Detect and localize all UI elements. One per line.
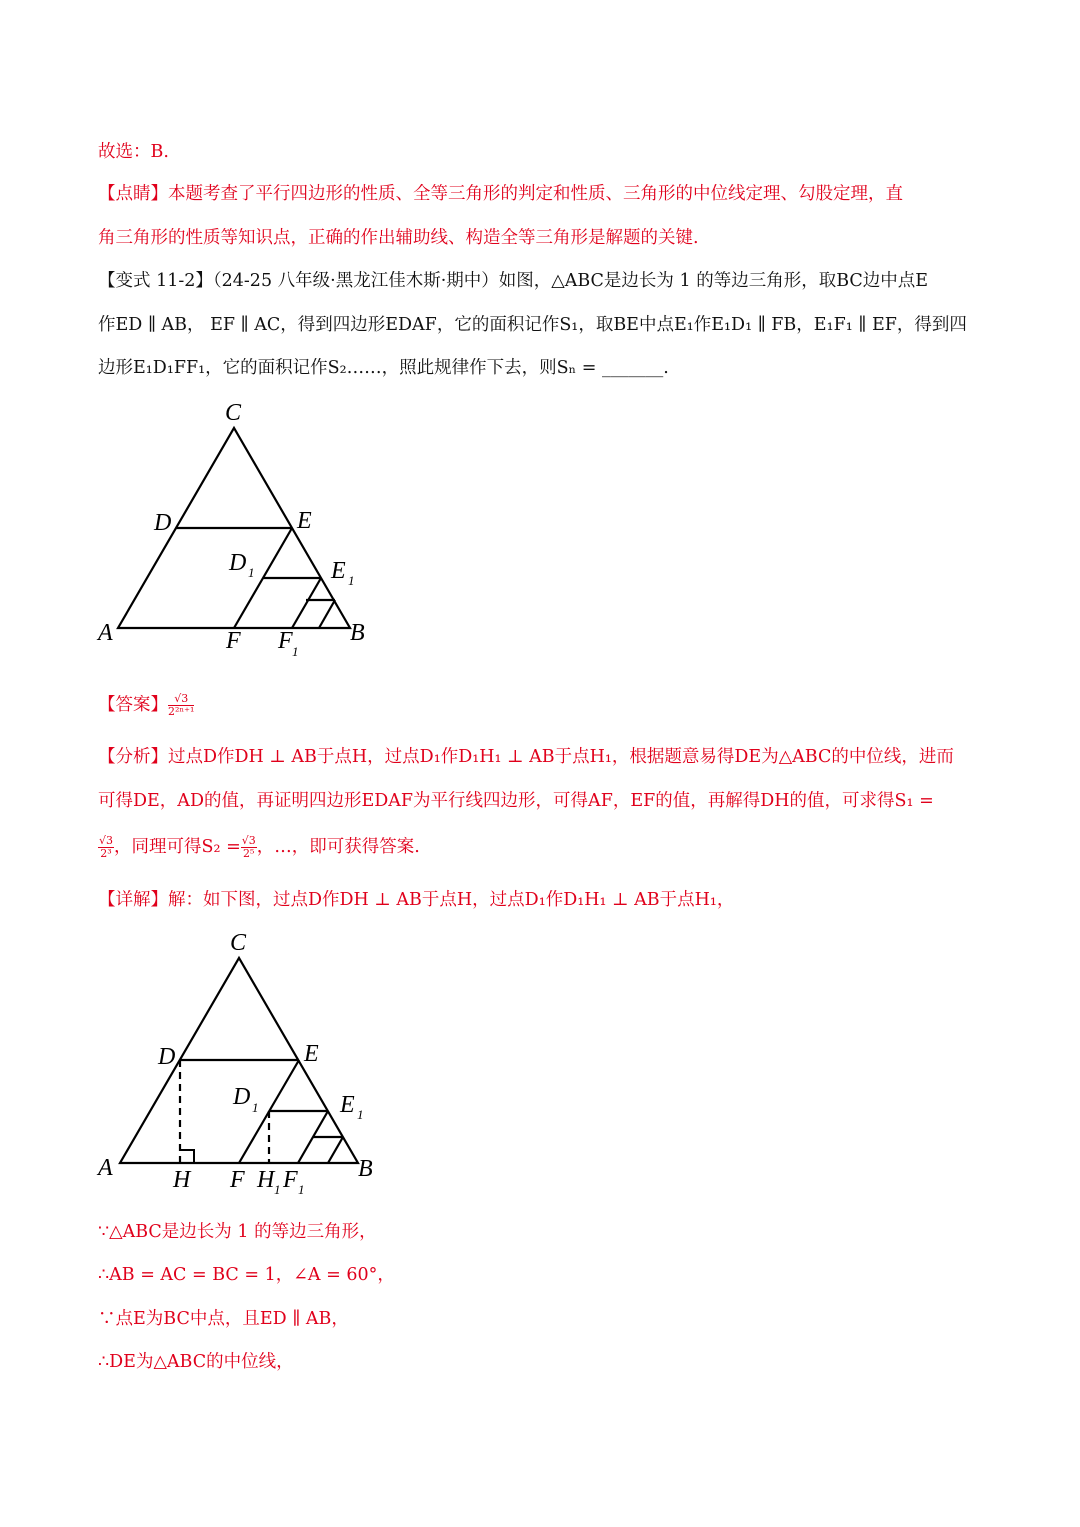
analysis-line-1: 【分析】过点D作DH ⊥ AB于点H，过点D₁作D₁H₁ ⊥ AB于点H₁，根据题意易得DE为△ABC的中位线，进而 (98, 747, 954, 767)
label-D1: D (229, 550, 247, 576)
answer-numerator: √3 (168, 693, 194, 706)
analysis-end: ，…，即可获得答案. (256, 837, 420, 857)
figure-2-triangle (90, 925, 390, 1200)
conclusion-line: 故选：B. (98, 142, 169, 162)
label-D1-sub: 1 (248, 565, 255, 580)
comment-line-1: 【点睛】本题考查了平行四边形的性质、全等三角形的判定和性质、三角形的中位线定理、勾股定理，直 (98, 184, 903, 204)
answer-label: 【答案】 (98, 695, 168, 715)
label-A: A (98, 620, 113, 646)
label-F-2: F (230, 1167, 245, 1193)
label-E1-sub: 1 (348, 573, 355, 588)
s1-fraction (98, 835, 114, 860)
problem-line-3: 边形E₁D₁FF₁，它的面积记作S₂……，照此规律作下去，则Sₙ = _______. (98, 358, 669, 378)
label-F1: F (278, 628, 293, 654)
solution-line-5: ∴DE为△ABC的中位线， (98, 1352, 294, 1372)
label-E1-2: E (340, 1092, 355, 1118)
label-E1-sub-2: 1 (357, 1107, 364, 1122)
problem-line-1: 【变式 11-2】（24-25 八年级·黑龙江佳木斯·期中）如图，△ABC是边长为 1 的等边三角形，取BC边中点E (98, 271, 929, 291)
label-D: D (154, 510, 172, 536)
answer-fraction (168, 693, 194, 718)
label-E1: E (331, 558, 346, 584)
s1-numerator: √3 (99, 834, 114, 847)
label-H1-2: H (257, 1167, 275, 1193)
analysis-line-2: 可得DE，AD的值，再证明四边形EDAF为平行线四边形，可得AF，EF的值，再解得DH的值，可求得S₁ = (98, 791, 934, 811)
label-F1-2: F (283, 1167, 298, 1193)
solution-line-3: ∴AB = AC = BC = 1，∠A = 60°， (98, 1265, 395, 1285)
comment-line-2: 角三角形的性质等知识点，正确的作出辅助线、构造全等三角形是解题的关键. (98, 228, 699, 248)
label-F: F (226, 628, 241, 654)
s2-denominator: 2⁵ (243, 847, 255, 860)
solution-line-4: ∵点E为BC中点，且ED ∥ AB， (98, 1309, 349, 1329)
label-B-2: B (358, 1156, 373, 1182)
label-E: E (297, 508, 312, 534)
solution-line-2: ∵△ABC是边长为 1 的等边三角形， (98, 1222, 377, 1242)
label-C-2: C (230, 930, 247, 956)
label-D-2: D (158, 1044, 176, 1070)
label-D1-sub-2: 1 (252, 1100, 259, 1115)
label-A-2: A (98, 1155, 113, 1181)
label-D1-2: D (233, 1084, 251, 1110)
label-F1-sub: 1 (292, 644, 299, 659)
s1-denominator: 2³ (100, 847, 112, 860)
answer-denominator: 2²ⁿ⁺¹ (168, 705, 195, 718)
figure-1-triangle (90, 395, 390, 665)
answer-line (98, 690, 984, 720)
label-F1-sub-2: 1 (298, 1182, 305, 1197)
label-B: B (350, 620, 365, 646)
solution-line-1: 【详解】解：如下图，过点D作DH ⊥ AB于点H，过点D₁作D₁H₁ ⊥ AB于点H₁， (98, 890, 735, 910)
s2-fraction (241, 835, 257, 860)
analysis-line-3 (98, 830, 984, 864)
label-H-2: H (173, 1167, 191, 1193)
problem-line-2: 作ED ∥ AB， EF ∥ AC，得到四边形EDAF，它的面积记作S₁，取BE中点E₁作E₁D₁ ∥ FB，E₁F₁ ∥ EF，得到四 (98, 315, 967, 335)
analysis-mid: ，同理可得S₂ = (114, 837, 241, 857)
label-C: C (225, 400, 242, 426)
label-H1-sub-2: 1 (274, 1182, 281, 1197)
label-E-2: E (304, 1041, 319, 1067)
s2-numerator: √3 (241, 834, 256, 847)
